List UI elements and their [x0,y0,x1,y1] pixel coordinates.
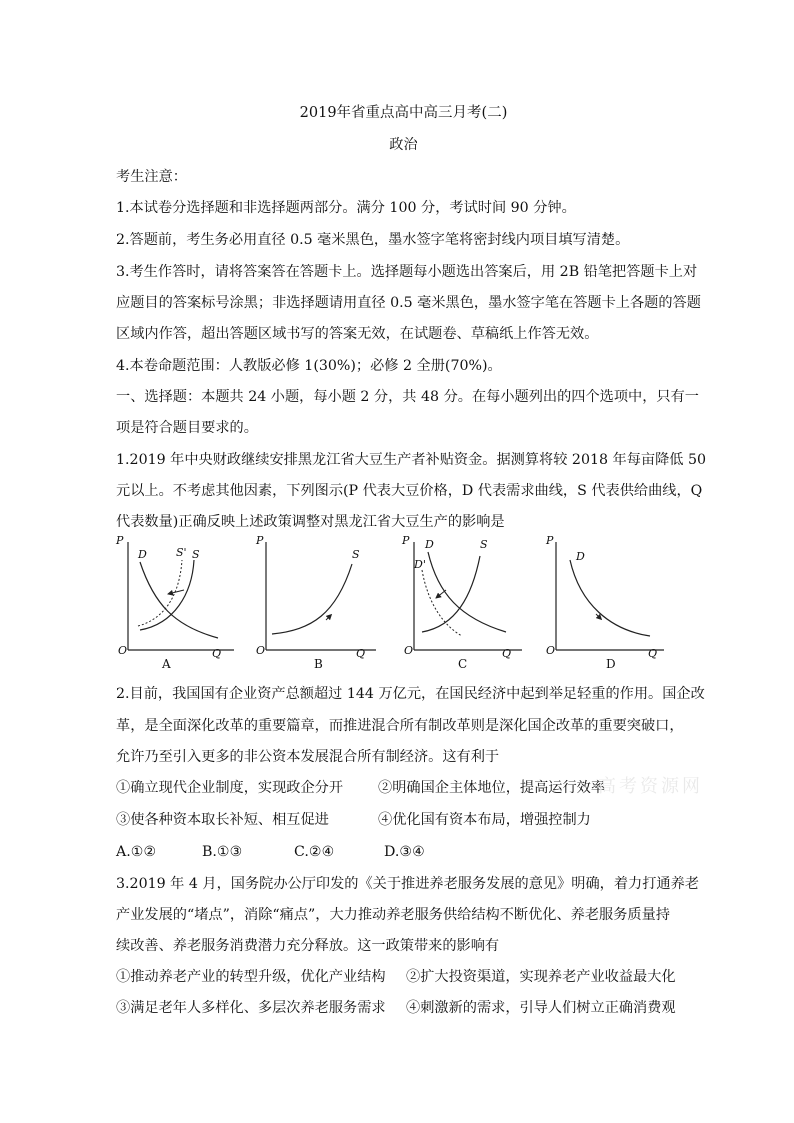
axis-q-label: Q [212,647,222,660]
q2-choice-c: C.②④ [294,844,335,860]
axis-p-label: P [256,534,264,547]
notice-item: 1.本试卷分选择题和非选择题两部分。满分 100 分，考试时间 90 分钟。 [116,200,576,216]
origin-label: O [546,644,556,657]
notice-item: 3.考生作答时，请将答案答在答题卡上。选择题每小题选出答案后，用 2B 铅笔把答题卡上对 [116,264,698,280]
axis-q-label: Q [356,647,366,660]
curve-s-label: S [480,538,488,551]
question-1-text: 1.2019 年中央财政继续安排黑龙江省大豆生产者补贴资金。据测算将较 2018 年每亩降低 50 [116,452,707,468]
q3-option-1: ①推动养老产业的转型升级，优化产业结构 [116,969,386,985]
question-2-text: 革，是全面深化改革的重要篇章，而推进混合所有制改革则是深化国企改革的重要突破口， [116,718,684,734]
exam-title: 2019年省重点高中高三月考(二) [299,105,508,121]
q3-option-2: ②扩大投资渠道，实现养老产业收益最大化 [406,969,676,985]
graph-caption: B [314,657,323,671]
axis-p-label: P [116,534,124,547]
notice-item: 2.答题前，考生务必用直径 0.5 毫米黑色，墨水签字笔将密封线内项目填写清楚。 [116,232,630,248]
curve-d-prime-label: D' [414,558,426,571]
graph-d [540,534,690,672]
graph-c [398,534,548,672]
origin-label: O [118,644,128,657]
watermark: 高考资源网 [598,776,703,797]
axis-p-label: P [546,534,554,547]
question-1-text: 代表数量)正确反映上述政策调整对黑龙江省大豆生产的影响是 [116,514,505,530]
axis-p-label: P [402,534,410,547]
graph-caption: C [458,657,468,671]
axis-q-label: Q [502,647,512,660]
notice-item: 区域内作答，超出答题区域书写的答案无效，在试题卷、草稿纸上作答无效。 [116,326,599,342]
graph-caption: D [606,657,616,671]
question-2-text: 允许乃至引入更多的非公资本发展混合所有制经济。这有利于 [116,749,500,765]
q3-option-3: ③满足老年人多样化、多层次养老服务需求 [116,1000,386,1016]
question-3-text: 产业发展的“堵点”，消除“痛点”，大力推动养老服务供给结构不断优化、养老服务质量持 [116,907,670,923]
notice-item: 应题目的答案标号涂黑；非选择题请用直径 0.5 毫米黑色，墨水签字笔在答题卡上各题的答题 [116,295,701,311]
curve-s-prime-label: S' [176,546,187,559]
q2-option-3: ③使各种资本取长补短、相互促进 [116,812,329,828]
question-2-text: 2.目前，我国国有企业资产总额超过 144 万亿元，在国民经济中起到举足轻重的作用。国企改 [116,686,705,702]
graph-a [112,534,262,672]
axis-q-label: Q [648,647,658,660]
curve-d-label: D [576,550,585,563]
question-3-text: 续改善、养老服务消费潜力充分释放。这一政策带来的影响有 [116,938,500,954]
curve-s-label: S [352,548,360,561]
graph-b [252,534,402,672]
q3-option-4: ④刺激新的需求，引导人们树立正确消费观 [406,1000,676,1016]
notice-item: 4.本卷命题范围：人教版必修 1(30%)；必修 2 全册(70%)。 [116,358,502,374]
notice-heading: 考生注意： [116,169,187,185]
origin-label: O [256,644,266,657]
q2-choice-a: A.①② [116,844,157,860]
question-1-text: 元以上。不考虑其他因素，下列图示(P 代表大豆价格，D 代表需求曲线，S 代表供给曲线，Q [116,483,703,499]
section-heading: 项是符合题目要求的。 [116,420,258,436]
q2-choice-b: B.①③ [202,844,243,860]
section-heading: 一、选择题：本题共 24 小题，每小题 2 分，共 48 分。在每小题列出的四个选项中，只有一 [116,389,699,405]
origin-label: O [404,644,414,657]
subject-title: 政治 [389,137,418,153]
curve-s-label: S [192,548,200,561]
q2-option-2: ②明确国企主体地位，提高运行效率 [378,780,606,796]
q2-option-4: ④优化国有资本布局，增强控制力 [378,812,591,828]
q2-option-1: ①确立现代企业制度，实现政企分开 [116,780,344,796]
question-3-text: 3.2019 年 4 月，国务院办公厅印发的《关于推进养老服务发展的意见》明确，着力打通养老 [116,876,699,892]
graph-caption: A [162,657,171,671]
curve-d-label: D [138,548,147,561]
q1-graphs [112,534,672,672]
q2-choice-d: D.③④ [384,844,425,860]
curve-d-label: D [425,538,434,551]
